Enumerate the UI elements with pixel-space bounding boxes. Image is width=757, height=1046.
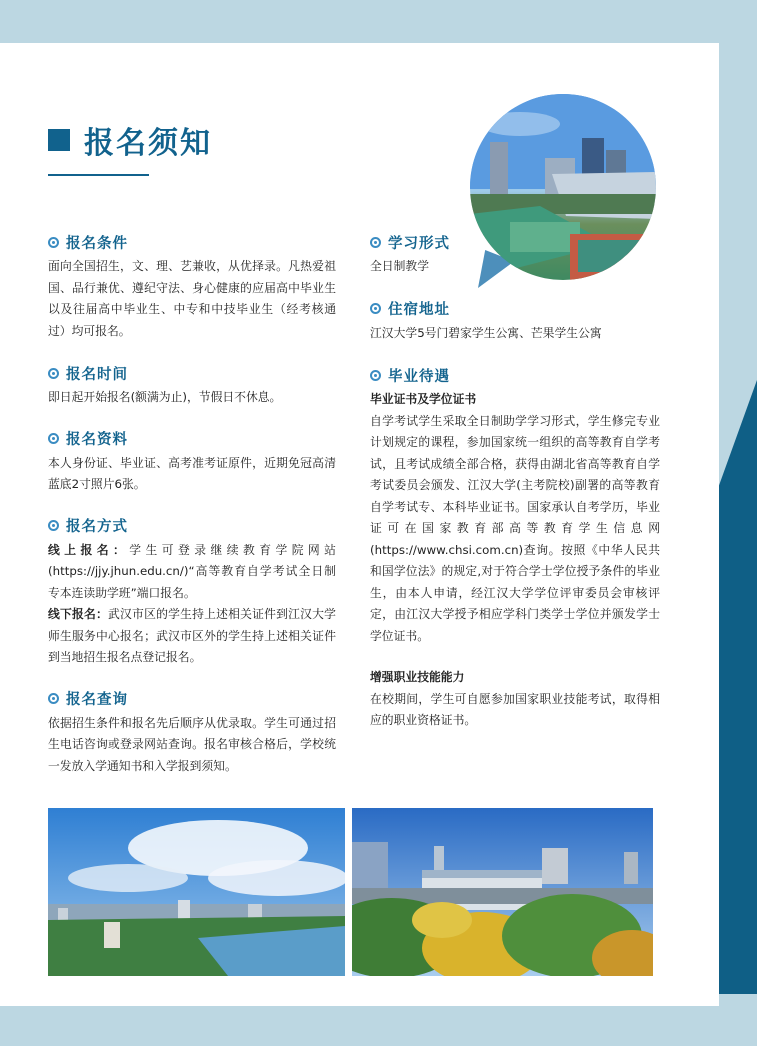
section-text: 在校期间，学生可自愿参加国家职业技能考试，取得相应的职业资格证书。: [370, 691, 660, 727]
section-title: 报名条件: [66, 235, 128, 252]
target-icon: [48, 520, 59, 531]
section-title: 报名时间: [66, 366, 128, 383]
target-icon: [48, 368, 59, 379]
subheading-certificates: 毕业证书及学位证书: [370, 392, 477, 406]
section-text: 自学考试学生采取全日制助学学习形式，学生修完专业计划规定的课程，参加国家统一组织的高等教育自学考试，且考试成绩全部合格，获得由湖北省高等教育自学考试委员会颁发、江汉大学(主考院校)副署的高等教育自学考试专、本科毕业证书。国家承认自考学历，毕业证可在国家教育部高等教育学生信息网(https://www.chsi.com.cn)查询。按照《中华人民共和国学位法》的规定,对于符合学士学位授予条件的毕业生，由本人申请，经江汉大学学位评审委员会审核评定，由江汉大学授予相应学科门类学士学位并颁发学士学位证书。: [370, 413, 660, 643]
online-registration: [48, 540, 336, 605]
section-text: 全日制教学: [370, 259, 429, 273]
campus-photo-lake: [48, 808, 345, 976]
subheading-skills: 增强职业技能能力: [370, 670, 465, 684]
section-text: 本人身份证、毕业证、高考准考证原件，近期免冠高清蓝底2寸照片6张。: [48, 455, 336, 491]
campus-photo-autumn: [352, 808, 653, 976]
section-graduation: [370, 365, 660, 732]
section-query: [48, 689, 336, 778]
target-icon: [370, 237, 381, 248]
section-accommodation: [370, 299, 660, 345]
page-title: 报名须知: [84, 126, 212, 161]
target-icon: [48, 237, 59, 248]
section-text: 江汉大学5号门碧家学生公寓、芒果学生公寓: [370, 325, 602, 340]
online-label: 线上报名：: [48, 542, 130, 557]
section-title: 学习形式: [388, 235, 450, 252]
section-title: 住宿地址: [388, 302, 450, 318]
online-text: 学生可登录继续教育学院网站(https://jjy.jhun.edu.cn/)“高等教育自学考试全日制专本连读助学班”端口报名。: [48, 542, 336, 600]
target-icon: [48, 693, 59, 704]
section-text: 面向全国招生，文、理、艺兼收，从优择录。凡热爱祖国、品行兼优、遵纪守法、身心健康的应届高中毕业生以及往届高中毕业生、中专和中技毕业生（经考核通过）均可报名。: [48, 259, 336, 338]
target-icon: [48, 433, 59, 444]
section-study-mode: [370, 232, 660, 278]
section-title: 毕业待遇: [388, 368, 450, 385]
page-header: [48, 118, 212, 162]
section-eligibility: [48, 232, 336, 342]
target-icon: [370, 303, 381, 314]
section-title: 报名资料: [66, 432, 128, 448]
offline-registration: [48, 604, 336, 669]
section-text: 即日起开始报名(额满为止)，节假日不休息。: [48, 390, 282, 404]
right-column: [370, 232, 660, 732]
title-square-icon: [48, 129, 70, 151]
section-documents: [48, 429, 336, 496]
title-underline: [48, 174, 149, 176]
section-methods: [48, 516, 336, 669]
section-time: [48, 363, 336, 409]
target-icon: [370, 370, 381, 381]
section-title: 报名查询: [66, 692, 128, 708]
section-text: 依据招生条件和报名先后顺序从优录取。学生可通过招生电话咨询或登录网站查询。报名审核合格后，学校统一发放入学通知书和入学报到须知。: [48, 715, 336, 773]
section-title: 报名方式: [66, 519, 128, 535]
left-column: [48, 232, 336, 777]
offline-text: 武汉市区的学生持上述相关证件到江汉大学师生服务中心报名；武汉市区外的学生持上述相关证件到当地招生报名点登记报名。: [48, 607, 336, 664]
offline-label: 线下报名：: [48, 607, 109, 621]
